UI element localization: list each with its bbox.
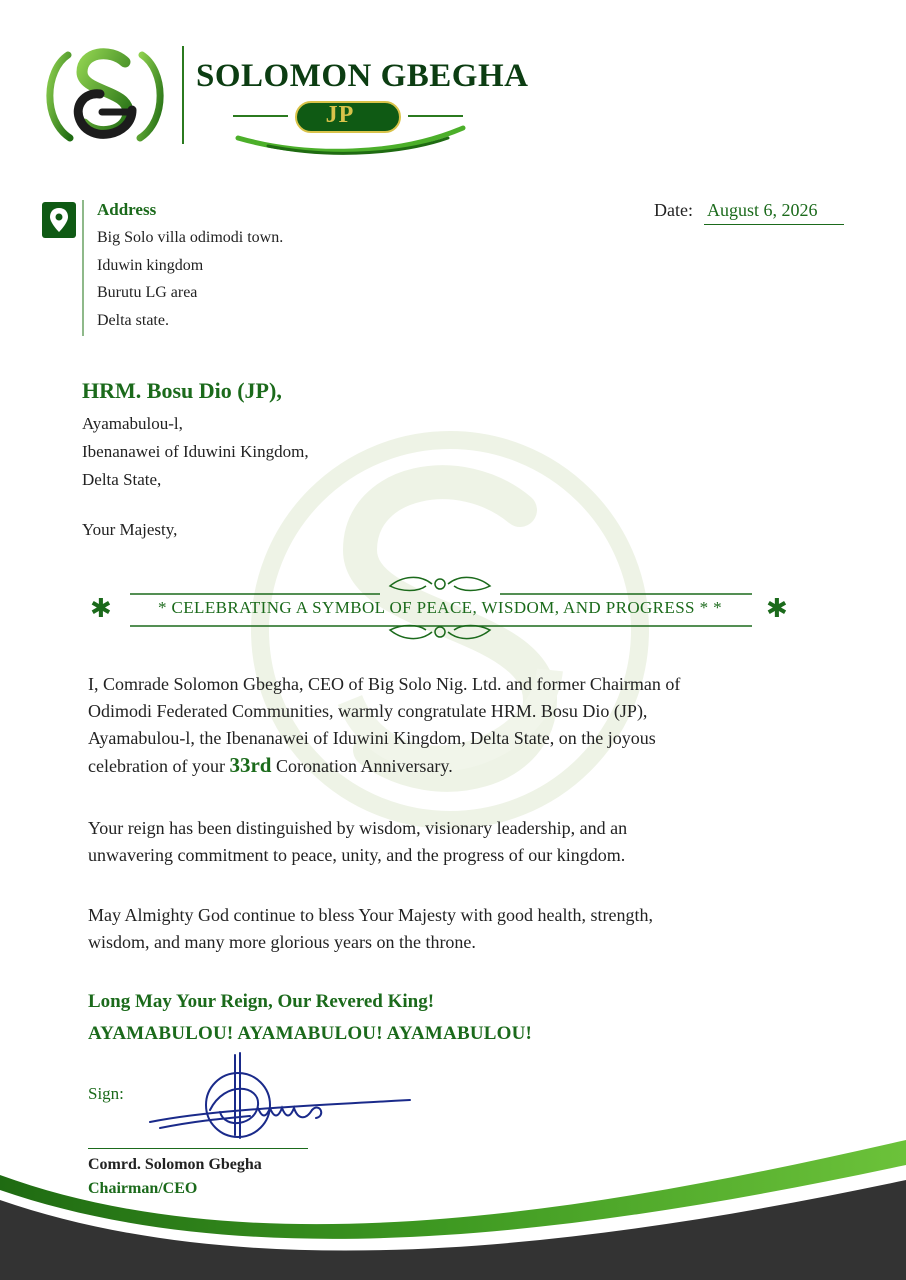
footer-wave xyxy=(0,1120,906,1280)
banner-left-star-icon: ✱ xyxy=(90,594,112,623)
body-line: May Almighty God continue to bless Your Majesty with good health, strength, xyxy=(88,905,653,925)
body-paragraph-1 xyxy=(88,671,848,780)
address-line: Big Solo villa odimodi town. xyxy=(97,229,284,246)
date-underline xyxy=(704,224,844,225)
recipient-line: Ayamabulou-l, xyxy=(82,414,183,433)
logo-divider xyxy=(182,46,184,144)
body-paragraph-2 xyxy=(88,815,848,869)
date-value: August 6, 2026 xyxy=(707,200,818,220)
anniversary-number: 33rd xyxy=(229,753,272,777)
sign-label: Sign: xyxy=(88,1084,124,1103)
recipient-line: Delta State, xyxy=(82,470,162,489)
recipient-name: HRM. Bosu Dio (JP), xyxy=(82,378,282,403)
body-paragraph-3 xyxy=(88,902,848,956)
body-line xyxy=(88,752,848,780)
signer-name: Comrd. Solomon Gbegha xyxy=(88,1156,262,1173)
address-line: Iduwin kingdom xyxy=(97,257,204,274)
body-line: unwavering commitment to peace, unity, and the progress of our kingdom. xyxy=(88,845,626,865)
signer-title: Chairman/CEO xyxy=(88,1180,198,1197)
closing-line-1: Long May Your Reign, Our Revered King! xyxy=(88,991,435,1012)
salutation: Your Majesty, xyxy=(82,520,178,539)
banner-text: * CELEBRATING A SYMBOL OF PEACE, WISDOM, AND PROGRESS * * xyxy=(157,598,723,617)
body-text: Coronation Anniversary. xyxy=(271,756,453,776)
address-line: Delta state. xyxy=(97,312,169,329)
recipient-line: Ibenanawei of Iduwini Kingdom, xyxy=(82,442,309,461)
body-text: celebration of your xyxy=(88,756,230,776)
body-line: wisdom, and many more glorious years on the throne. xyxy=(88,932,476,952)
address-rule xyxy=(82,200,84,336)
body-line: I, Comrade Solomon Gbegha, CEO of Big Solo Nig. Ltd. and former Chairman of xyxy=(88,674,681,694)
body-line: Ayamabulou-l, the Ibenanawei of Iduwini Kingdom, Delta State, on the joyous xyxy=(88,728,656,748)
banner-right-star-icon: ✱ xyxy=(766,594,788,623)
date-label: Date: xyxy=(654,200,693,220)
closing-line-2: AYAMABULOU! AYAMABULOU! AYAMABULOU! xyxy=(88,1023,533,1044)
address-line: Burutu LG area xyxy=(97,284,198,301)
brand-badge-text: JP xyxy=(325,102,355,128)
location-pin-icon xyxy=(42,202,76,238)
logo-monogram-icon xyxy=(40,40,170,150)
body-line: Your reign has been distinguished by wisdom, visionary leadership, and an xyxy=(88,818,628,838)
address-label: Address xyxy=(97,200,157,219)
brand-name: SOLOMON GBEGHA xyxy=(196,58,529,94)
body-line: Odimodi Federated Communities, warmly congratulate HRM. Bosu Dio (JP), xyxy=(88,701,648,721)
